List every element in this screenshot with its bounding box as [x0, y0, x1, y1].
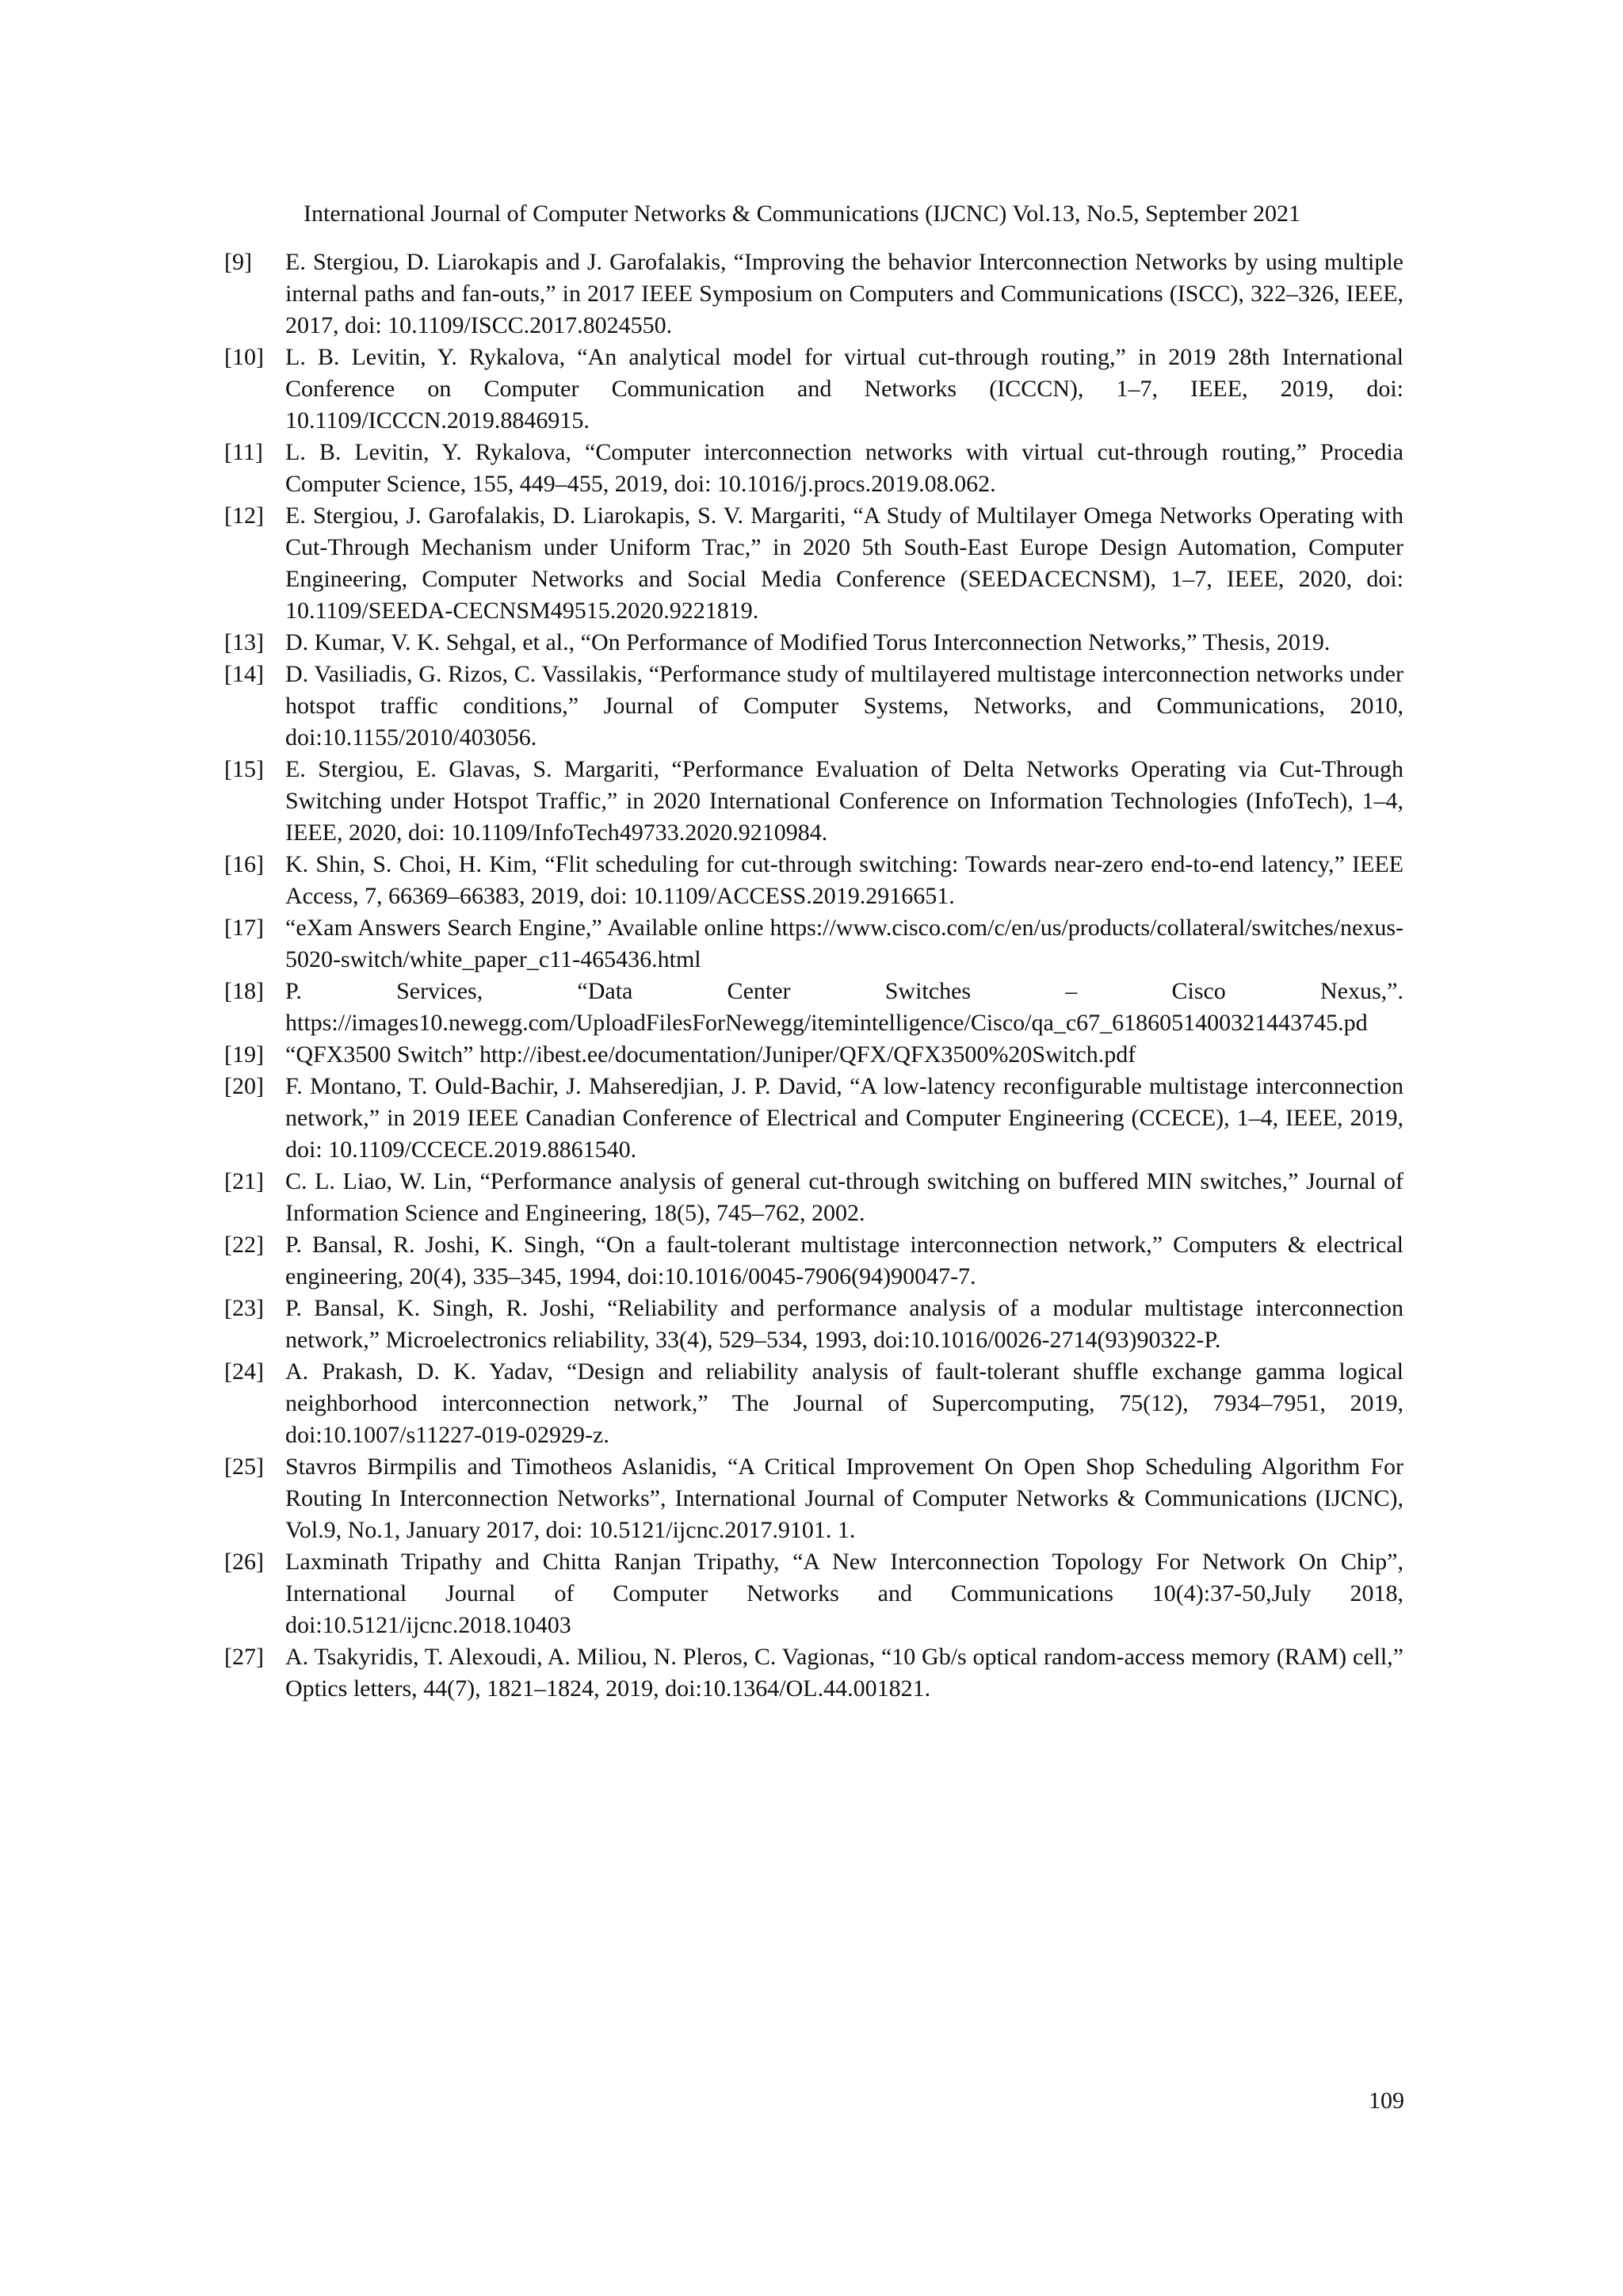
reference-text: Stavros Birmpilis and Timotheos Aslanidis, “A Critical Improvement On Open Shop Scheduling Algorithm For Routing In Interconnection Networks”, International Journal of Computer Networks & Communications (IJCNC), Vol.9, No.1, January 2017, doi: 10.5121/ijcnc.2017.9101. 1. — [285, 1454, 1403, 1543]
reference-item — [224, 1166, 1403, 1229]
reference-number: [13] — [224, 629, 264, 655]
reference-text: “eXam Answers Search Engine,” Available online https://www.cisco.com/c/en/us/products/collateral/switches/nexus-5020-switch/white_paper_c11-465436.html — [285, 915, 1403, 972]
reference-item — [224, 912, 1403, 976]
reference-text: K. Shin, S. Choi, H. Kim, “Flit scheduling for cut-through switching: Towards near-zero end-to-end latency,” IEEE Access, 7, 66369–66383, 2019, doi: 10.1109/ACCESS.2019.2916651. — [285, 851, 1403, 909]
reference-number: [17] — [224, 915, 264, 941]
reference-text: “QFX3500 Switch” http://ibest.ee/documentation/Juniper/QFX/QFX3500%20Switch.pdf — [285, 1041, 1136, 1068]
page-number: 109 — [1369, 2088, 1404, 2114]
reference-number: [22] — [224, 1232, 264, 1258]
reference-text: D. Kumar, V. K. Sehgal, et al., “On Performance of Modified Torus Interconnection Networks,” Thesis, 2019. — [285, 629, 1331, 655]
reference-item — [224, 1071, 1403, 1166]
reference-item — [224, 849, 1403, 912]
reference-text: L. B. Levitin, Y. Rykalova, “An analytical model for virtual cut-through routing,” in 2019 28th International Conference on Computer Communication and Networks (ICCCN), 1–7, IEEE, 2019, doi: 10.1109/ICCCN.2019.8846915. — [285, 344, 1403, 434]
reference-text: A. Tsakyridis, T. Alexoudi, A. Miliou, N. Pleros, C. Vagionas, “10 Gb/s optical random-access memory (RAM) cell,” Optics letters, 44(7), 1821–1824, 2019, doi:10.1364/OL.44.001821. — [285, 1644, 1403, 1702]
reference-number: [18] — [224, 978, 264, 1004]
reference-number: [24] — [224, 1358, 264, 1385]
reference-item — [224, 1293, 1403, 1356]
reference-item — [224, 1039, 1403, 1071]
reference-item — [224, 976, 1403, 1039]
reference-number: [10] — [224, 344, 264, 370]
reference-number: [9] — [224, 249, 252, 275]
reference-number: [25] — [224, 1454, 264, 1480]
reference-number: [26] — [224, 1549, 264, 1575]
reference-number: [14] — [224, 661, 264, 687]
reference-item — [224, 754, 1403, 849]
reference-text: L. B. Levitin, Y. Rykalova, “Computer interconnection networks with virtual cut-through routing,” Procedia Computer Science, 155, 449–455, 2019, doi: 10.1016/j.procs.2019.08.062. — [285, 439, 1403, 497]
reference-item — [224, 500, 1403, 627]
reference-item — [224, 1451, 1403, 1546]
reference-number: [20] — [224, 1073, 264, 1099]
reference-text: E. Stergiou, D. Liarokapis and J. Garofalakis, “Improving the behavior Interconnection Networks by using multiple internal paths and fan-outs,” in 2017 IEEE Symposium on Computers and Communications (ISCC), 322–326, IEEE, 2017, doi: 10.1109/ISCC.2017.8024550. — [285, 249, 1403, 338]
reference-text: D. Vasiliadis, G. Rizos, C. Vassilakis, “Performance study of multilayered multistage interconnection networks under hotspot traffic conditions,” Journal of Computer Systems, Networks, and Communications, 2010, doi:10.1155/2010/403056. — [285, 661, 1403, 751]
reference-item — [224, 246, 1403, 342]
reference-item — [224, 1356, 1403, 1451]
reference-number: [19] — [224, 1041, 264, 1068]
reference-text: P. Bansal, R. Joshi, K. Singh, “On a fault-tolerant multistage interconnection network,” Computers & electrical engineering, 20(4), 335–345, 1994, doi:10.1016/0045-7906(94)90047-7. — [285, 1232, 1403, 1289]
reference-text: F. Montano, T. Ould-Bachir, J. Mahseredjian, J. P. David, “A low-latency reconfigurable multistage interconnection network,” in 2019 IEEE Canadian Conference of Electrical and Computer Engineering (CCECE), 1–4, IEEE, 2019, doi: 10.1109/CCECE.2019.8861540. — [285, 1073, 1403, 1163]
reference-number: [23] — [224, 1295, 264, 1321]
reference-item — [224, 627, 1403, 659]
reference-number: [16] — [224, 851, 264, 877]
reference-text: A. Prakash, D. K. Yadav, “Design and reliability analysis of fault-tolerant shuffle exchange gamma logical neighborhood interconnection network,” The Journal of Supercomputing, 75(12), 7934–7951, 2019, doi:10.1007/s11227-019-02929-z. — [285, 1358, 1403, 1448]
reference-text: Laxminath Tripathy and Chitta Ranjan Tripathy, “A New Interconnection Topology For Network On Chip”, International Journal of Computer Networks and Communications 10(4):37-50,July 2018, doi:10.5121/ijcnc.2018.10403 — [285, 1549, 1403, 1638]
reference-number: [11] — [224, 439, 263, 465]
reference-text: E. Stergiou, E. Glavas, S. Margariti, “Performance Evaluation of Delta Networks Operating via Cut-Through Switching under Hotspot Traffic,” in 2020 International Conference on Information Technologies (InfoTech), 1–4, IEEE, 2020, doi: 10.1109/InfoTech49733.2020.9210984. — [285, 756, 1403, 846]
reference-item — [224, 1546, 1403, 1641]
reference-number: [27] — [224, 1644, 264, 1670]
reference-text: P. Bansal, K. Singh, R. Joshi, “Reliability and performance analysis of a modular multistage interconnection network,” Microelectronics reliability, 33(4), 529–534, 1993, doi:10.1016/0026-2714(93)90322-P. — [285, 1295, 1403, 1353]
reference-list — [224, 246, 1403, 1705]
reference-text: E. Stergiou, J. Garofalakis, D. Liarokapis, S. V. Margariti, “A Study of Multilayer Omega Networks Operating with Cut-Through Mechanism under Uniform Trac,” in 2020 5th South-East Europe Design Automation, Computer Engineering, Computer Networks and Social Media Conference (SEEDACECNSM), 1–7, IEEE, 2020, doi: 10.1109/SEEDA-CECNSM49515.2020.9221819. — [285, 502, 1403, 624]
reference-item — [224, 659, 1403, 754]
reference-text: C. L. Liao, W. Lin, “Performance analysis of general cut-through switching on buffered MIN switches,” Journal of Information Science and Engineering, 18(5), 745–762, 2002. — [285, 1168, 1403, 1226]
reference-number: [12] — [224, 502, 264, 529]
reference-item — [224, 1229, 1403, 1293]
reference-number: [15] — [224, 756, 264, 782]
reference-number: [21] — [224, 1168, 264, 1194]
reference-item — [224, 437, 1403, 500]
running-header: International Journal of Computer Networks & Communications (IJCNC) Vol.13, No.5, September 2021 — [304, 201, 1300, 227]
reference-item — [224, 1641, 1403, 1705]
reference-text: P. Services, “Data Center Switches – Cisco Nexus,”. https://images10.newegg.com/UploadFilesForNewegg/itemintelligence/Cisco/qa_c67_6186051400321443745.pd — [285, 978, 1403, 1036]
reference-item — [224, 342, 1403, 437]
